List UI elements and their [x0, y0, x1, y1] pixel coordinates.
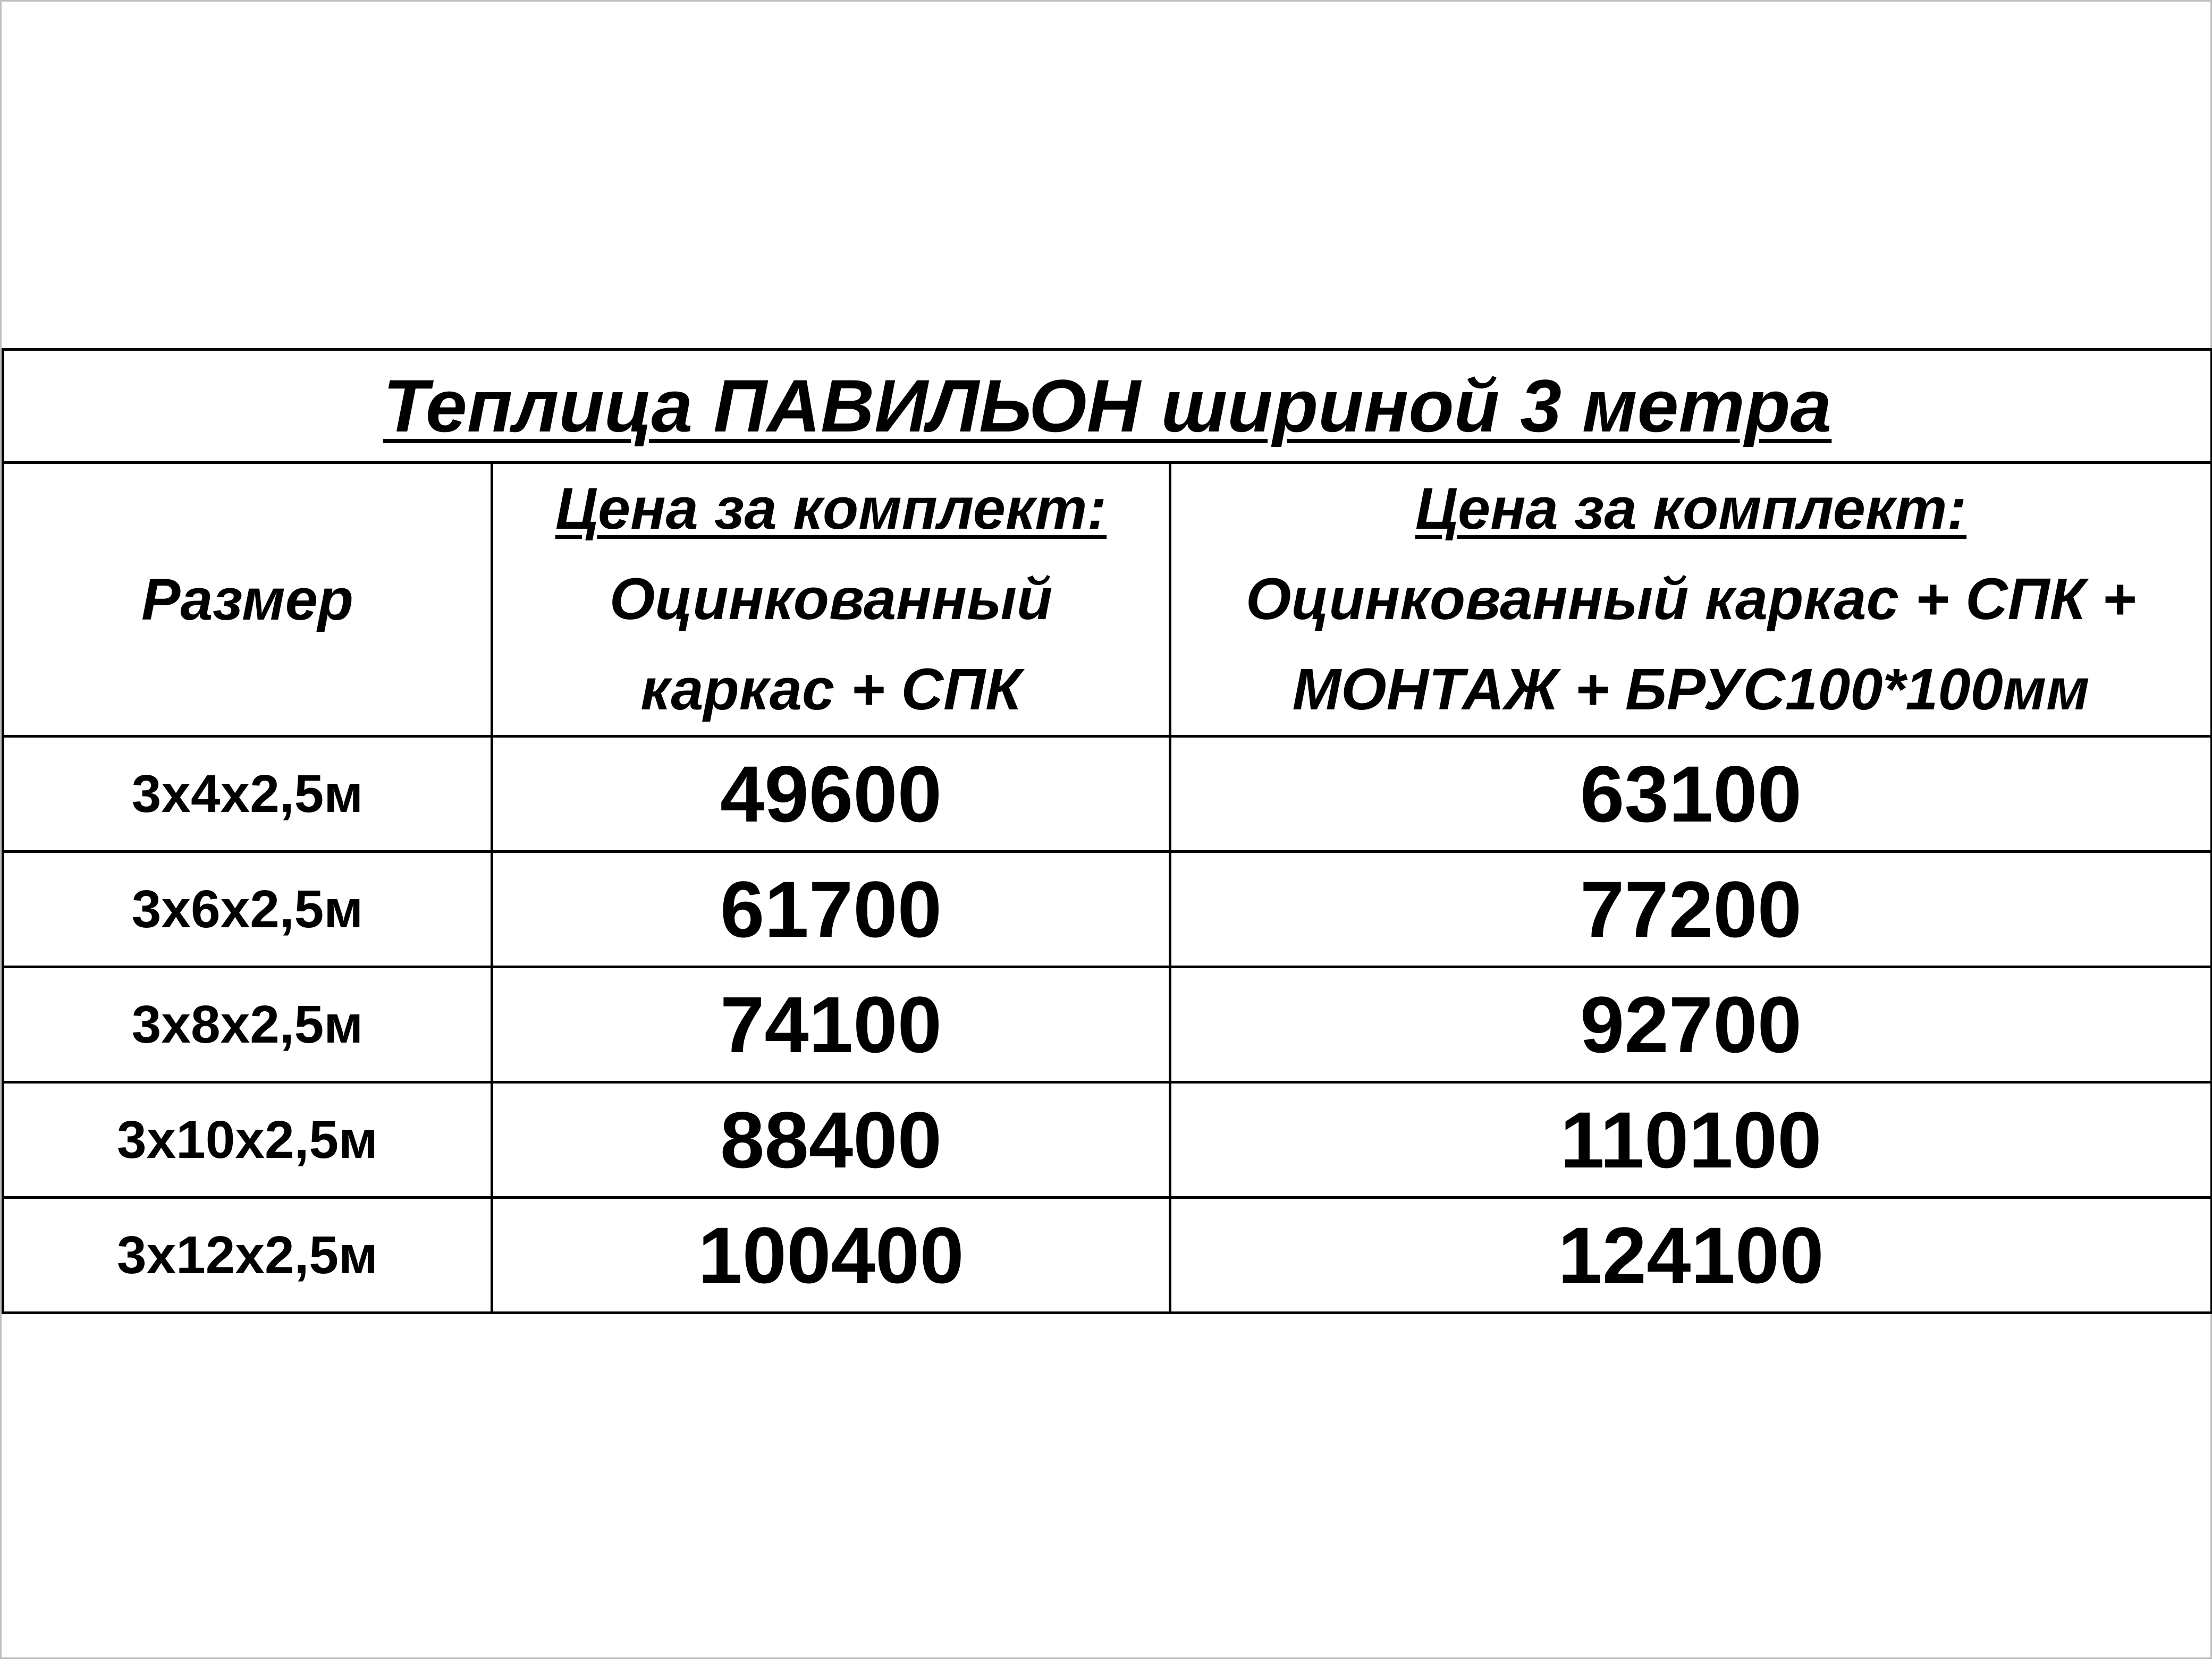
full-price-cell: 63100 — [1170, 737, 2212, 852]
size-cell: 3х10х2,5м — [3, 1082, 492, 1198]
title-row — [3, 350, 2212, 463]
table-row — [3, 967, 2212, 1082]
header-full-price-cell — [1170, 463, 2212, 737]
kit-price-cell: 49600 — [492, 737, 1170, 852]
header-size-label: Размер — [141, 566, 353, 632]
header-row — [3, 463, 2212, 737]
title-cell — [3, 350, 2212, 463]
price-table — [2, 348, 2212, 1314]
table-row — [3, 1082, 2212, 1198]
size-cell: 3х8х2,5м — [3, 967, 492, 1082]
header-full-price-title: Цена за комплект: — [1415, 476, 1967, 541]
size-cell: 3х12х2,5м — [3, 1198, 492, 1313]
table-row — [3, 852, 2212, 967]
header-kit-price-cell — [492, 463, 1170, 737]
kit-price-cell: 74100 — [492, 967, 1170, 1082]
table-row — [3, 737, 2212, 852]
kit-price-cell: 100400 — [492, 1198, 1170, 1313]
full-price-cell: 77200 — [1170, 852, 2212, 967]
full-price-cell: 124100 — [1170, 1198, 2212, 1313]
header-full-price-desc-2: МОНТАЖ + БРУС100*100мм — [1292, 657, 2090, 722]
header-kit-price-desc-1: Оцинкованный — [609, 566, 1053, 632]
full-price-cell: 92700 — [1170, 967, 2212, 1082]
size-cell: 3х6х2,5м — [3, 852, 492, 967]
full-price-cell: 110100 — [1170, 1082, 2212, 1198]
kit-price-cell: 61700 — [492, 852, 1170, 967]
table-title: Теплица ПАВИЛЬОН шириной 3 метра — [383, 364, 1832, 447]
size-cell: 3х4х2,5м — [3, 737, 492, 852]
header-full-price-desc-1: Оцинкованный каркас + СПК + — [1245, 566, 2137, 632]
kit-price-cell: 88400 — [492, 1082, 1170, 1198]
header-kit-price-title: Цена за комплект: — [555, 476, 1107, 541]
header-kit-price-desc-2: каркас + СПК — [640, 657, 1021, 722]
header-size-cell — [3, 463, 492, 737]
table-row — [3, 1198, 2212, 1313]
